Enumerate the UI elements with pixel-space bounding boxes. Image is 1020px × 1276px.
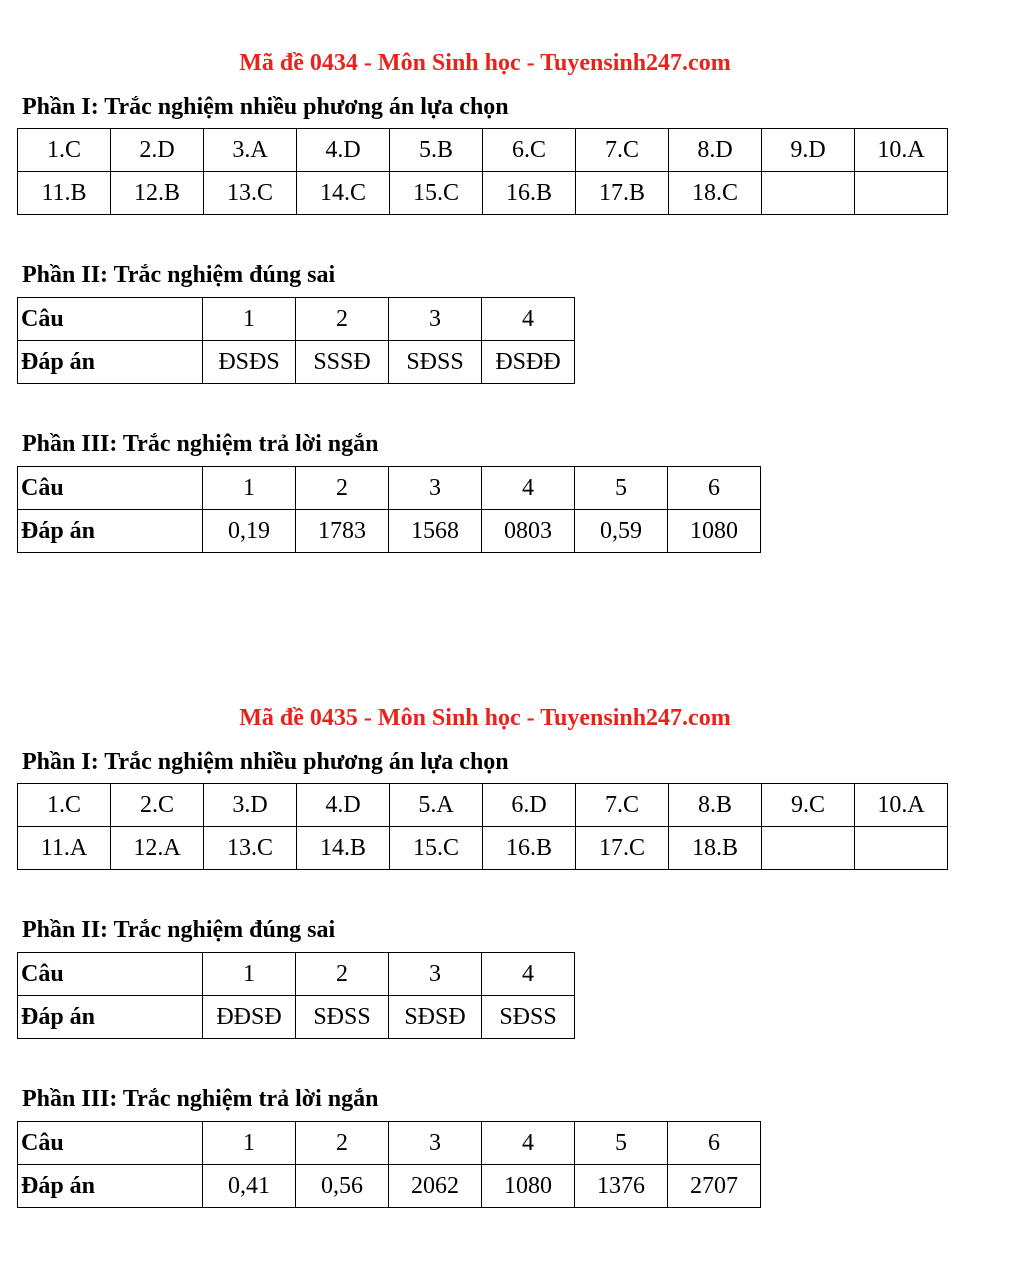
table-row <box>18 1122 761 1165</box>
part2-answer-table <box>17 952 575 1039</box>
table-cell: ĐSĐĐ <box>482 341 575 384</box>
table-cell: 12.B <box>111 172 204 215</box>
table-row <box>18 1165 761 1208</box>
table-cell: 0,56 <box>296 1165 389 1208</box>
table-cell: SSSĐ <box>296 341 389 384</box>
table-cell: 4 <box>482 1122 575 1165</box>
table-cell: 2 <box>296 467 389 510</box>
table-row <box>18 172 948 215</box>
table-cell: 2.D <box>111 129 204 172</box>
table-cell: 3 <box>389 298 482 341</box>
table-cell: ĐĐSĐ <box>203 996 296 1039</box>
table-cell: 0803 <box>482 510 575 553</box>
row-label: Đáp án <box>18 1165 203 1208</box>
table-cell: 1 <box>203 1122 296 1165</box>
table-cell: ĐSĐS <box>203 341 296 384</box>
table-cell: 4 <box>482 953 575 996</box>
table-cell: 1783 <box>296 510 389 553</box>
table-cell: 3 <box>389 1122 482 1165</box>
part1-heading: Phần I: Trắc nghiệm nhiều phương án lựa chọn <box>22 94 509 120</box>
table-cell: 1 <box>203 467 296 510</box>
table-cell: 1.C <box>18 784 111 827</box>
table-cell <box>855 827 948 870</box>
table-cell: 6 <box>668 1122 761 1165</box>
table-cell: 6.C <box>483 129 576 172</box>
table-cell: 13.C <box>204 172 297 215</box>
part1-answer-table <box>17 128 948 215</box>
table-cell: 9.C <box>762 784 855 827</box>
table-cell: 18.C <box>669 172 762 215</box>
table-cell: SĐSS <box>482 996 575 1039</box>
table-cell: 5.B <box>390 129 483 172</box>
table-cell: 9.D <box>762 129 855 172</box>
table-cell: 5.A <box>390 784 483 827</box>
table-row <box>18 510 761 553</box>
part1-answer-table <box>17 783 948 870</box>
table-cell: 6.D <box>483 784 576 827</box>
table-cell <box>762 827 855 870</box>
table-cell: 3.A <box>204 129 297 172</box>
table-cell: 10.A <box>855 784 948 827</box>
table-cell: 1080 <box>482 1165 575 1208</box>
table-cell: SĐSS <box>296 996 389 1039</box>
table-cell: 2 <box>296 298 389 341</box>
table-cell: 12.A <box>111 827 204 870</box>
table-cell: 0,19 <box>203 510 296 553</box>
table-cell: 16.B <box>483 172 576 215</box>
table-row <box>18 129 948 172</box>
table-cell: 5 <box>575 1122 668 1165</box>
table-cell: 8.D <box>669 129 762 172</box>
table-cell: 4.D <box>297 784 390 827</box>
table-cell <box>855 172 948 215</box>
table-cell: 6 <box>668 467 761 510</box>
table-cell: 17.C <box>576 827 669 870</box>
table-cell: 14.C <box>297 172 390 215</box>
part2-heading: Phần II: Trắc nghiệm đúng sai <box>22 262 336 288</box>
table-cell: 1080 <box>668 510 761 553</box>
exam-title: Mã đề 0434 - Môn Sinh học - Tuyensinh247.com <box>239 50 731 76</box>
table-cell: 2707 <box>668 1165 761 1208</box>
table-cell: 2 <box>296 953 389 996</box>
table-cell: 1568 <box>389 510 482 553</box>
part2-answer-table <box>17 297 575 384</box>
table-row <box>18 341 575 384</box>
table-cell: 11.B <box>18 172 111 215</box>
row-label: Câu <box>18 298 203 341</box>
table-cell: 7.C <box>576 784 669 827</box>
table-row <box>18 467 761 510</box>
row-label: Câu <box>18 953 203 996</box>
table-cell: 3 <box>389 467 482 510</box>
table-cell: 4 <box>482 298 575 341</box>
table-cell: 13.C <box>204 827 297 870</box>
part3-heading: Phần III: Trắc nghiệm trả lời ngắn <box>22 431 379 457</box>
table-cell <box>762 172 855 215</box>
table-cell: 0,59 <box>575 510 668 553</box>
table-cell: 4.D <box>297 129 390 172</box>
table-cell: 18.B <box>669 827 762 870</box>
table-cell: 7.C <box>576 129 669 172</box>
part3-answer-table <box>17 1121 761 1208</box>
part3-answer-table <box>17 466 761 553</box>
table-cell: 0,41 <box>203 1165 296 1208</box>
table-cell: 15.C <box>390 827 483 870</box>
table-cell: 16.B <box>483 827 576 870</box>
table-cell: 1.C <box>18 129 111 172</box>
table-cell: 11.A <box>18 827 111 870</box>
table-cell: 2.C <box>111 784 204 827</box>
table-cell: 15.C <box>390 172 483 215</box>
row-label: Đáp án <box>18 341 203 384</box>
table-cell: 5 <box>575 467 668 510</box>
table-cell: 4 <box>482 467 575 510</box>
table-cell: 1 <box>203 298 296 341</box>
table-cell: 17.B <box>576 172 669 215</box>
table-cell: SĐSĐ <box>389 996 482 1039</box>
row-label: Câu <box>18 1122 203 1165</box>
exam-title: Mã đề 0435 - Môn Sinh học - Tuyensinh247.com <box>239 705 731 731</box>
row-label: Đáp án <box>18 996 203 1039</box>
table-cell: 3 <box>389 953 482 996</box>
table-row <box>18 784 948 827</box>
table-row <box>18 996 575 1039</box>
table-row <box>18 298 575 341</box>
table-cell: 10.A <box>855 129 948 172</box>
part1-heading: Phần I: Trắc nghiệm nhiều phương án lựa chọn <box>22 749 509 775</box>
table-cell: 2 <box>296 1122 389 1165</box>
table-cell: SĐSS <box>389 341 482 384</box>
part3-heading: Phần III: Trắc nghiệm trả lời ngắn <box>22 1086 379 1112</box>
table-cell: 14.B <box>297 827 390 870</box>
part2-heading: Phần II: Trắc nghiệm đúng sai <box>22 917 336 943</box>
table-row <box>18 953 575 996</box>
table-cell: 3.D <box>204 784 297 827</box>
row-label: Câu <box>18 467 203 510</box>
table-cell: 2062 <box>389 1165 482 1208</box>
table-cell: 1 <box>203 953 296 996</box>
table-cell: 1376 <box>575 1165 668 1208</box>
row-label: Đáp án <box>18 510 203 553</box>
table-row <box>18 827 948 870</box>
table-cell: 8.B <box>669 784 762 827</box>
